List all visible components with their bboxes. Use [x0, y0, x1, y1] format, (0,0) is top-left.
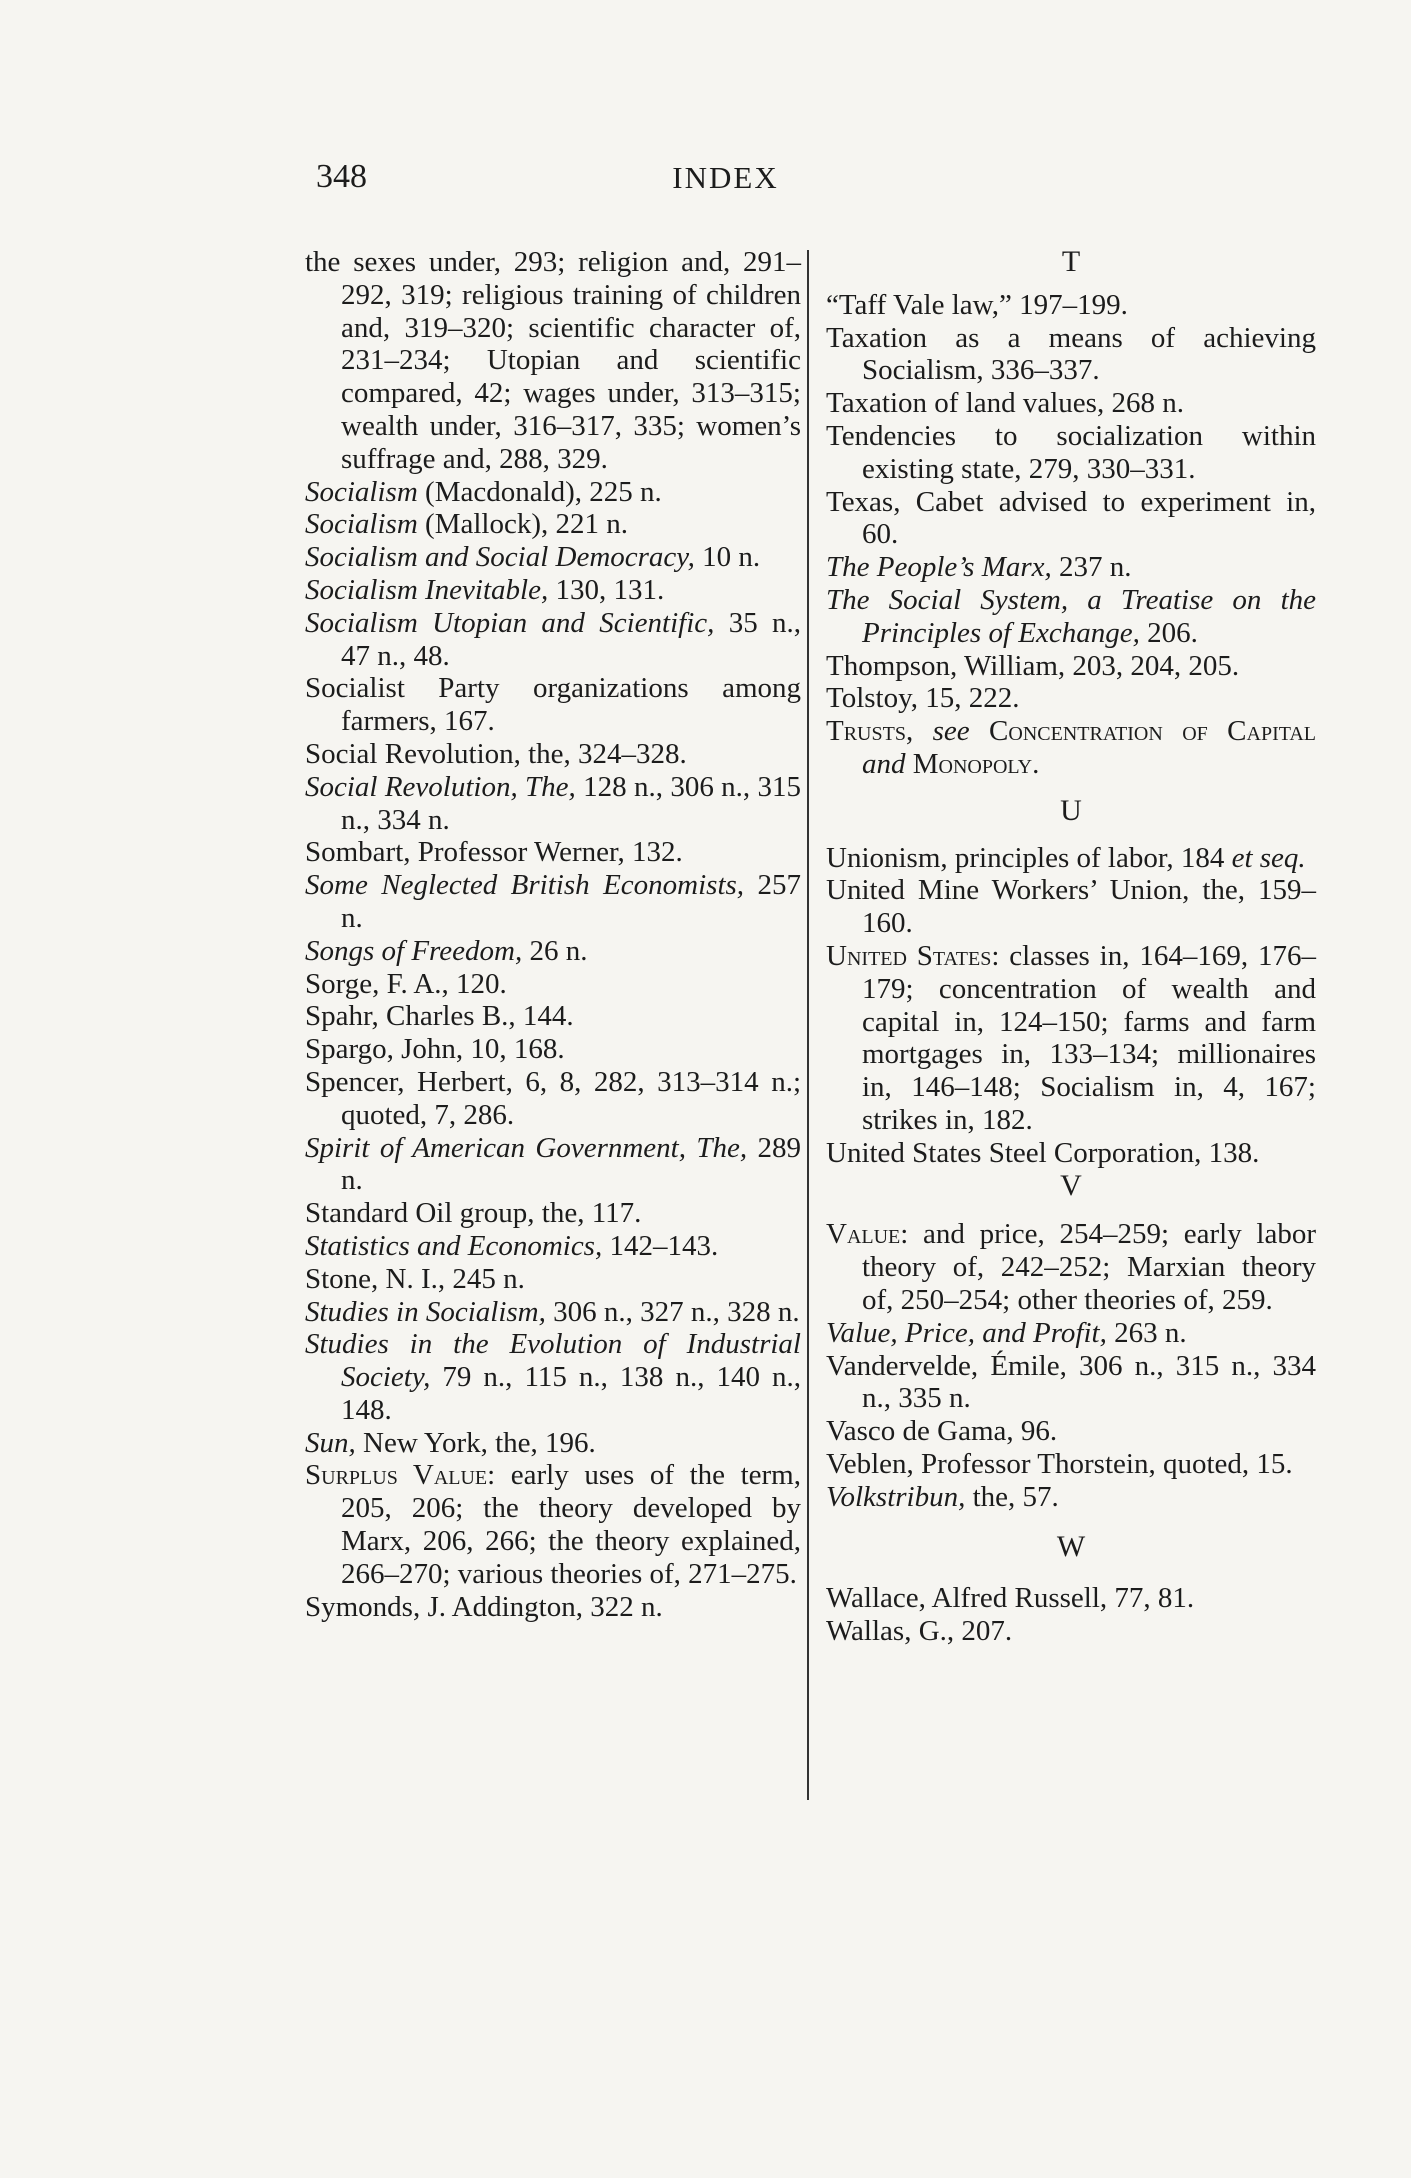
index-entry: Value, Price, and Profit, 263 n.: [826, 1316, 1187, 1349]
running-head: INDEX: [672, 160, 779, 195]
index-entry: Socialism (Macdonald), 225 n.: [305, 475, 662, 508]
index-entry: Studies in Socialism, 306 n., 327 n., 328 n.: [305, 1295, 800, 1328]
index-entry: Value: and price, 254–259; early labor theory of, 242–252; Marxian theory of, 250–254; other theories of, 259.: [826, 1218, 1316, 1316]
section-letter-w: W: [1056, 1530, 1086, 1564]
index-entry: Tolstoy, 15, 222.: [826, 682, 1020, 715]
index-entry: Sun, New York, the, 196.: [305, 1426, 596, 1459]
index-entry: United Mine Workers’ Union, the, 159–160.: [826, 874, 1316, 940]
page-header: [0, 158, 1411, 198]
index-entry: Spargo, John, 10, 168.: [305, 1033, 565, 1066]
index-entry: Spirit of American Government, The, 289 n.: [305, 1131, 802, 1197]
index-entry: Vandervelde, Émile, 306 n., 315 n., 334 n., 335 n.: [826, 1349, 1316, 1415]
page-number: 348: [316, 158, 367, 195]
index-entry: Socialist Party organizations among farmers, 167.: [305, 672, 801, 738]
index-entry: Sorge, F. A., 120.: [305, 967, 507, 1000]
index-entry: Some Neglected British Economists, 257 n.: [305, 869, 801, 934]
index-entry: Volkstribun, the, 57.: [826, 1480, 1059, 1513]
index-entry: Socialism (Mallock), 221 n.: [305, 508, 628, 541]
index-entry: United States Steel Corporation, 138.: [826, 1136, 1260, 1169]
index-entry: Wallace, Alfred Russell, 77, 81.: [826, 1582, 1195, 1615]
index-entry: Standard Oil group, the, 117.: [305, 1197, 642, 1230]
index-entry: Stone, N. I., 245 n.: [305, 1262, 525, 1295]
index-entry: Studies in the Evolution of Industrial Society, 79 n., 115 n., 138 n., 140 n., 148.: [305, 1328, 801, 1426]
index-entry: Thompson, William, 203, 204, 205.: [826, 649, 1240, 682]
section-letter-u: U: [1060, 793, 1082, 827]
index-entry: Taxation of land values, 268 n.: [826, 387, 1184, 420]
index-entry: Taxation as a means of achieving Socialism, 336–337.: [826, 321, 1316, 387]
section-letter-v: V: [1060, 1168, 1082, 1202]
index-entry: United States: classes in, 164–169, 176–179; concentration of wealth and capital in, 124–150; farms and farm mortgages in, 133–134; millionaires in, 146–148; Socialism in, 4, 167; strikes in, 182.: [826, 939, 1316, 1136]
index-entry: Unionism, principles of labor, 184 et seq.: [826, 841, 1306, 874]
index-entry: The Social System, a Treatise on the Principles of Exchange, 206.: [826, 583, 1316, 649]
index-entry: Socialism and Social Democracy, 10 n.: [305, 541, 761, 574]
index-entry: Socialism Utopian and Scientific, 35 n., 47 n., 48.: [305, 606, 801, 672]
index-entry: the sexes under, 293; religion and, 291–292, 319; religious training of children and, 319–320; scientific character of, 231–234; Utopian and scientific compared, 42; wages under, 313–315; wealth under, 316–317, 335; women’s suffrage and, 288, 329.: [305, 246, 801, 475]
index-entry: Songs of Freedom, 26 n.: [305, 934, 588, 967]
index-entry: Trusts, see Concentration of Capital and Monopoly.: [826, 715, 1316, 780]
index-entry: Social Revolution, the, 324–328.: [305, 737, 687, 770]
index-entry: Sombart, Professor Werner, 132.: [305, 836, 683, 869]
index-column-left: [305, 246, 801, 1623]
index-entry: Vasco de Gama, 96.: [826, 1415, 1058, 1448]
index-entry: Social Revolution, The, 128 n., 306 n., 315 n., 334 n.: [305, 770, 801, 836]
column-divider: [807, 250, 809, 1800]
index-entry: Statistics and Economics, 142–143.: [305, 1229, 719, 1262]
index-entry: The People’s Marx, 237 n.: [826, 551, 1132, 584]
index-entry: Surplus Value: early uses of the term, 205, 206; the theory developed by Marx, 206, 266; the theory explained, 266–270; various theories of, 271–275.: [305, 1459, 801, 1590]
index-entry: Wallas, G., 207.: [826, 1615, 1013, 1648]
index-entry: Socialism Inevitable, 130, 131.: [305, 573, 665, 606]
index-entry: Spencer, Herbert, 6, 8, 282, 313–314 n.; quoted, 7, 286.: [305, 1065, 801, 1131]
section-letter-t: T: [1061, 245, 1081, 278]
index-entry: Symonds, J. Addington, 322 n.: [305, 1590, 663, 1623]
index-entry: Tendencies to socialization within existing state, 279, 330–331.: [826, 419, 1316, 485]
index-entry: “Taff Vale law,” 197–199.: [826, 288, 1128, 321]
index-entry: Veblen, Professor Thorstein, quoted, 15.: [826, 1447, 1293, 1480]
index-column-right: [826, 246, 1316, 1648]
index-entry: Texas, Cabet advised to experiment in, 60.: [826, 485, 1316, 551]
index-entry: Spahr, Charles B., 144.: [305, 1000, 574, 1033]
